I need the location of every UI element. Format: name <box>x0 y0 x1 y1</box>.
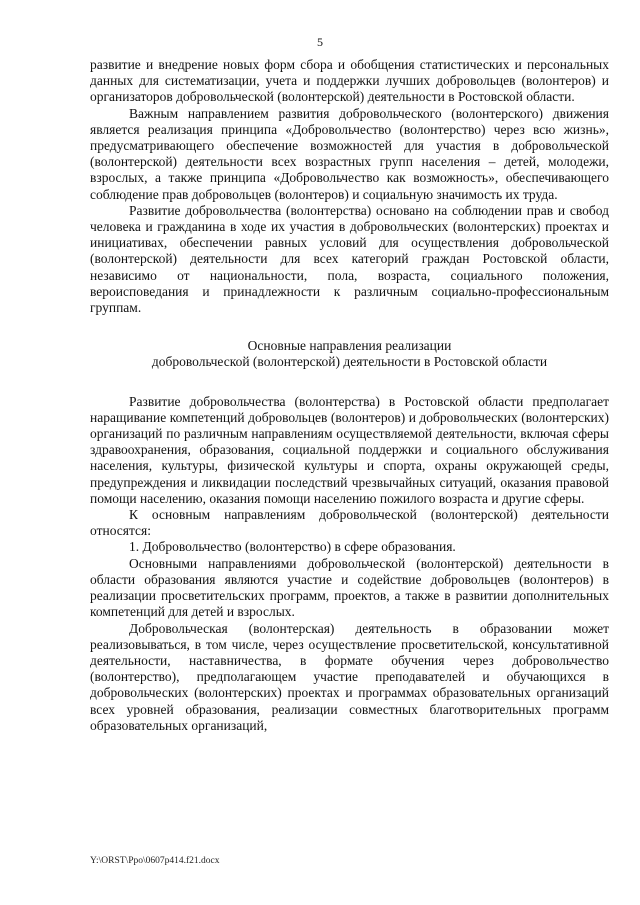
list-item: 1. Добровольчество (волонтерство) в сфере образования. <box>129 539 456 555</box>
paragraph: Развитие добровольчества (волонтерства) в Ростовской области предполагает наращивание компетенций добровольцев (волонтеров) и добровольческих (волонтерских) организаций по различным направлениям осуществляемой деятельности, включая сферы здравоохранения, образования, социальной поддержки и социального обслуживания населения, культуры, физической культуры и спорта, охраны окружающей среды, предупреждения и ликвидации последствий чрезвычайных ситуаций, оказания правовой помощи населению, оказания помощи населению пожилого возраста и другие сферы. <box>90 393 609 506</box>
paragraph: К основным направлениям добровольческой (волонтерской) деятельности относятся: <box>90 507 609 539</box>
paragraph: развитие и внедрение новых форм сбора и обобщения статистических и персональных данных для систематизации, учета и поддержки лучших добровольцев (волонтеров) и организаторов добровольческой (волонтерской) деятельности в Ростовской области. <box>90 57 609 105</box>
section-heading-line: Основные направления реализации <box>247 338 452 354</box>
paragraph: Развитие добровольчества (волонтерства) основано на соблюдении прав и свобод человека и гражданина в ходе их участия в добровольческих (волонтерских) проектах и инициативах, обеспечении равных условий для осуществления добровольческой (волонтерской) деятельности для всех категорий граждан Ростовской области, независимо от национальности, пола, возраста, социального положения, вероисповедания и принадлежности к различным социально-профессиональным группам. <box>90 202 609 316</box>
paragraph: Важным направлением развития добровольческого (волонтерского) движения является реализация принципа «Добровольчество (волонтерство) через всю жизнь», предусматривающего обеспечение возможностей для участия в добровольческой (волонтерской) деятельности всех возрастных групп населения – детей, молодежи, взрослых, а также принципа «Добровольчество как возможность», обеспечивающего соблюдение прав добровольцев (волонтеров) и социальную значимость их труда. <box>90 105 609 202</box>
section-heading <box>90 338 609 370</box>
section-heading-line: добровольческой (волонтерской) деятельности в Ростовской области <box>151 354 548 370</box>
page-number: 5 <box>317 35 323 49</box>
paragraph: Основными направлениями добровольческой (волонтерской) деятельности в области образования являются участие и содействие добровольцев (волонтеров) в реализации просветительских программ, проектов, а также в развитии дополнительных компетенций для детей и взрослых. <box>90 555 609 620</box>
paragraph: Добровольческая (волонтерская) деятельность в образовании может реализовываться, в том числе, через осуществление просветительской, консультативной деятельности, наставничества, в формате обучения через добровольчество (волонтерство), предполагающем участие преподавателей и обучающихся в добровольческих (волонтерских) проектах и программах образовательных организаций всех уровней образования, реализации совместных благотворительных программ образовательных организаций, <box>90 620 609 733</box>
file-path-footer: Y:\ORST\Ppo\0607p414.f21.docx <box>90 856 220 866</box>
document-body <box>90 57 609 734</box>
